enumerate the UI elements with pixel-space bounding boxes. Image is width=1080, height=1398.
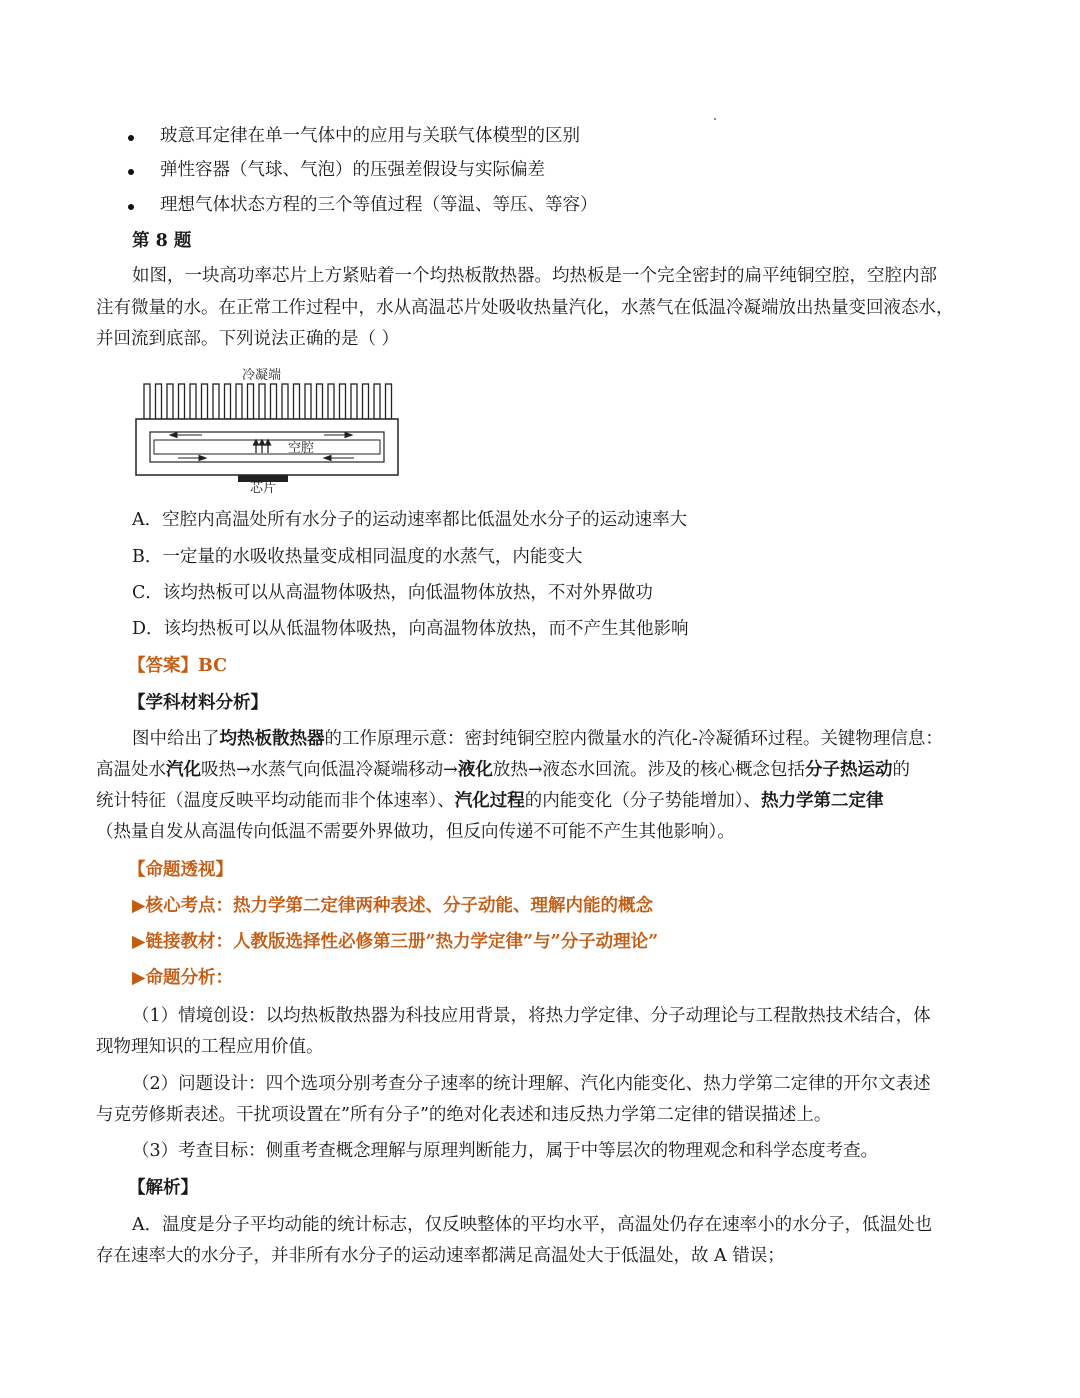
key-term: 均热板散热器 [219,729,325,749]
text-span: 统计特征（温度反映平均动能而非个体速率）、 [96,791,455,811]
textbook-link: ▶链接教材：人教版选择性必修第三册”热力学定律”与”分子动理论” [132,932,659,952]
material-line [96,789,884,813]
heat-sink-fin [236,384,242,419]
material-line [132,727,943,751]
heat-sink-fin [225,384,231,419]
question-stem-line: 并回流到底部。下列说法正确的是（ ） [96,329,400,349]
bullet-dot [128,169,134,175]
material-heading: 【学科材料分析】 [128,693,268,713]
text-span: 的内能变化（分子势能增加）、 [524,791,761,811]
heat-sink-fin [271,384,277,419]
chip-label: 芯片 [250,481,277,496]
bullet-dot [128,135,134,141]
heat-sink-fin [190,384,196,419]
key-term: 分子热运动 [805,760,893,780]
corner-mark [714,118,716,120]
analysis-line: （3）考查目标：侧重考查概念理解与原理判断能力，属于中等层次的物理观念和科学态度考查。 [132,1141,879,1161]
heat-sink-fin [317,384,323,419]
cavity-label: 空腔 [288,441,315,456]
analysis-line: （2）问题设计：四个选项分别考查分子速率的统计理解、汽化内能变化、热力学第二定律的开尔文表述 [132,1074,931,1094]
option-b: B．一定量的水吸收热量变成相同温度的水蒸气，内能变大 [132,547,583,567]
key-term: 热力学第二定律 [761,791,884,811]
heat-sink-fin [351,384,357,419]
heat-sink-fin [340,384,346,419]
heat-sink-fin [374,384,380,419]
analysis-line: 与克劳修斯表述。干扰项设置在”所有分子”的绝对化表述和违反热力学第二定律的错误描述上。 [96,1105,832,1125]
perspective-heading: 【命题透视】 [128,860,233,880]
question-stem-line: 如图，一块高功率芯片上方紧贴着一个均热板散热器。均热板是一个完全密封的扁平纯铜空腔，空腔内部 [132,266,937,286]
bullet-item: 玻意耳定律在单一气体中的应用与关联气体模型的区别 [160,126,580,146]
text-span: 高温处水 [96,760,166,780]
answer-label: 【答案】 [128,656,198,676]
material-line: （热量自发从高温传向低温不需要外界做功，但反向传递不可能不产生其他影响）。 [96,822,735,842]
heat-sink-fin [328,384,334,419]
heat-sink-fin [294,384,300,419]
bullet-item: 弹性容器（气球、气泡）的压强差假设与实际偏差 [160,160,545,180]
heat-sink-fin [202,384,208,419]
option-a: A．空腔内高温处所有水分子的运动速率都比低温处水分子的运动速率大 [132,510,688,530]
analysis-line: （1）情境创设：以均热板散热器为科技应用背景，将热力学定律、分子动理论与工程散热技术结合，体 [132,1006,931,1026]
heat-sink-fin [248,384,254,419]
text-span: 吸热→水蒸气向低温冷凝端移动→ [201,760,458,780]
heat-sink-fin [167,384,173,419]
heat-sink-fin [305,384,311,419]
text-span: 的工作原理示意：密封纯铜空腔内微量水的汽化-冷凝循环过程。关键物理信息： [324,729,943,749]
bullet-dot [128,204,134,210]
solution-heading: 【解析】 [128,1178,198,1198]
bullet-item: 理想气体状态方程的三个等值过程（等温、等压、等容） [160,195,598,215]
heat-sink-fin [259,384,265,419]
key-term: 汽化过程 [454,791,525,811]
analysis-line: 现物理知识的工程应用价值。 [96,1037,324,1057]
answer-line [128,654,227,678]
text-span: 图中给出了 [132,729,220,749]
analysis-heading: ▶命题分析： [132,968,233,988]
question-stem-line: 注有微量的水。在正常工作过程中，水从高温芯片处吸收热量汽化，水蒸气在低温冷凝端放出热量变回液态水， [96,298,954,318]
heat-sink-fin [386,384,392,419]
condenser-label: 冷凝端 [242,368,282,383]
text-span: 的 [892,760,910,780]
heat-sink-fin [363,384,369,419]
text-span: 放热→液态水回流。涉及的核心概念包括 [492,760,805,780]
option-c: C．该均热板可以从高温物体吸热，向低温物体放热，不对外界做功 [132,583,653,603]
heat-sink-fin [213,384,219,419]
heat-sink-fin [156,384,162,419]
heat-sink-fin [144,384,150,419]
key-term: 液化 [457,760,493,780]
key-term: 汽化 [166,760,201,780]
question-title: 第 8 题 [132,231,192,251]
option-d: D．该均热板可以从低温物体吸热，向高温物体放热，而不产生其他影响 [132,619,689,639]
core-point: ▶核心考点：热力学第二定律两种表述、分子动能、理解内能的概念 [132,896,653,916]
heat-sink-fin [179,384,185,419]
heat-sink-fin [282,384,288,419]
solution-line: A．温度是分子平均动能的统计标志，仅反映整体的平均水平，高温处仍存在速率小的水分子，低温处也 [132,1215,933,1235]
vapor-chamber-diagram [132,364,402,499]
material-line [96,758,910,782]
solution-line: 存在速率大的水分子，并非所有水分子的运动速率都满足高温处大于低温处，故 A 错误； [96,1246,785,1266]
answer-value: BC [198,656,228,676]
